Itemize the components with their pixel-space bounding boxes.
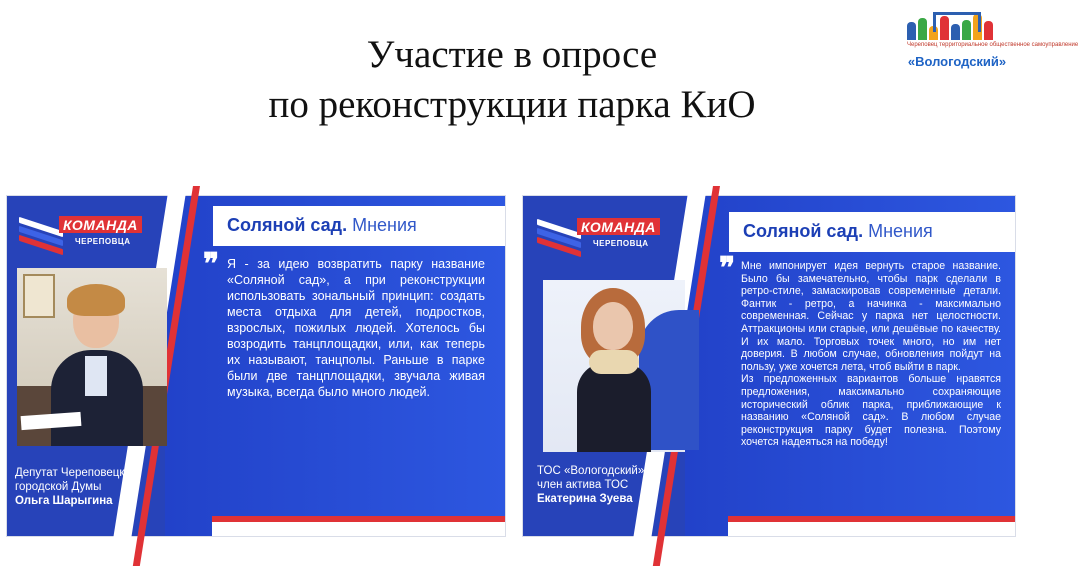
author-caption [15, 466, 175, 508]
quote-icon: ❞ [203, 248, 220, 281]
portrait-photo [17, 268, 167, 446]
caption-role-1: Депутат Череповецкой [15, 467, 138, 479]
tos-logo [893, 10, 1078, 69]
header-title: Соляной сад. [743, 221, 864, 241]
team-logo-word: КОМАНДА [59, 216, 142, 233]
header-subtitle: Мнения [352, 215, 417, 235]
house-roof-icon [933, 12, 981, 32]
team-logo-city: ЧЕРЕПОВЦА [75, 237, 131, 246]
caption-name: Ольга Шарыгина [15, 495, 113, 507]
caption-name: Екатерина Зуева [537, 493, 633, 505]
flag-stripes-icon [537, 222, 581, 252]
caption-role-2: городской Думы [15, 481, 102, 493]
hair [67, 284, 125, 316]
quote-text: Я - за идею возвратить парку название «Соляной сад», а при реконструкции использовать зональный принцип: создать места отдыха для детей, подростков, взрослых, пожилых людей. Хотелось бы возродить танцплощадки, или, как теперь их называют, танцполы. Раньше в парке были две танцплощадки, звучала живая музыка, всегда было много людей. [227, 257, 485, 399]
face [593, 302, 633, 350]
header-subtitle: Мнения [868, 221, 933, 241]
caption-role-2: член актива ТОС [537, 479, 629, 491]
shirt [85, 356, 107, 396]
card-header [729, 212, 1015, 252]
team-logo [19, 216, 159, 256]
footer-white-bar [728, 522, 1015, 536]
flag-stripes-icon [19, 220, 63, 250]
opinion-card-1 [7, 196, 505, 536]
opinion-card-2 [523, 196, 1015, 536]
title-line-1: Участие в опросе [366, 33, 658, 76]
author-caption [537, 464, 699, 506]
team-logo [537, 218, 677, 258]
header-title: Соляной сад. [227, 215, 348, 235]
quote-text: Мне импонирует идея вернуть старое название. Было бы замечательно, чтобы парк сделали в ретро-стиле, замаскировав современные детали. Фантик - ретро, а начинка - максимально современная. Сейчас у парка нет целостности. Аттракционы или старые, или дешёвые по качеству. И их мало. Торговых точек много, но им нет доверия. В любом случае, обновления пойдут на пользу, уже хочется лета, чтоб выйти в парк. Из предложенных вариантов больше нравятся предложения, максимально сохраняющие исторический облик парка, приближающие к названию «Соляной сад». В любом случае реконструкция парку будет полезна. Поэтому хочется надеяться на победу! [741, 260, 1001, 449]
quote-icon: ❞ [719, 252, 736, 285]
scarf [589, 350, 639, 374]
slide-title [0, 30, 1078, 130]
caption-role-1: ТОС «Вологодский», [537, 465, 648, 477]
wall-frame [23, 274, 55, 318]
card-header [213, 206, 505, 246]
portrait-photo [543, 280, 685, 452]
logo-caption: Череповец территориальное общественное самоуправление [907, 42, 1078, 48]
title-line-2: по реконструкции парка КиО [268, 83, 756, 126]
team-logo-city: ЧЕРЕПОВЦА [593, 239, 649, 248]
footer-white-bar [212, 522, 505, 536]
logo-name: «Вологодский» [907, 54, 1007, 69]
team-logo-word: КОМАНДА [577, 218, 660, 235]
dress [577, 362, 651, 452]
